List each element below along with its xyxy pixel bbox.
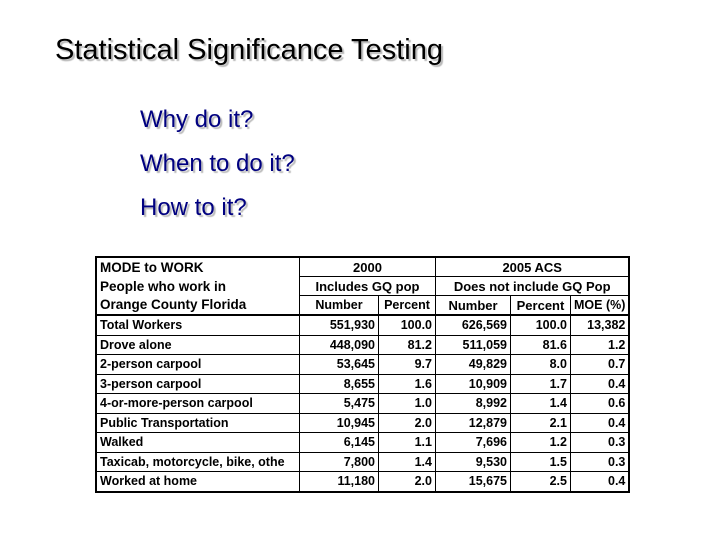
percent-2000: 2.0 (379, 413, 436, 433)
row-label: Public Transportation (96, 413, 300, 433)
number-2000: 7,800 (300, 452, 379, 472)
percent-2000: 1.6 (379, 374, 436, 394)
number-acs: 15,675 (436, 472, 511, 492)
mode-to-work-table (95, 256, 630, 493)
header-row-2 (96, 277, 629, 296)
percent-acs: 1.2 (511, 433, 571, 453)
percent-2000: 1.1 (379, 433, 436, 453)
percent-acs: 100.0 (511, 315, 571, 335)
table-row (96, 374, 629, 394)
percent-2000: 9.7 (379, 355, 436, 375)
percent-acs: 81.6 (511, 335, 571, 355)
row-label: Taxicab, motorcycle, bike, othe (96, 452, 300, 472)
header-acs-sub: Does not include GQ Pop (436, 277, 630, 296)
table-row (96, 355, 629, 375)
number-acs: 626,569 (436, 315, 511, 335)
header-2000-sub: Includes GQ pop (300, 277, 436, 296)
col-number-2000: Number (300, 296, 379, 316)
header-row-1 (96, 257, 629, 277)
number-2000: 448,090 (300, 335, 379, 355)
percent-2000: 81.2 (379, 335, 436, 355)
bullet-how: How to it? (140, 194, 247, 221)
row-label: 4-or-more-person carpool (96, 394, 300, 414)
number-2000: 5,475 (300, 394, 379, 414)
percent-2000: 1.4 (379, 452, 436, 472)
moe-value: 0.4 (571, 413, 630, 433)
number-2000: 6,145 (300, 433, 379, 453)
header-title: MODE to WORK (100, 259, 204, 275)
moe-value: 0.4 (571, 472, 630, 492)
moe-value: 1.2 (571, 335, 630, 355)
percent-acs: 1.7 (511, 374, 571, 394)
moe-value: 13,382 (571, 315, 630, 335)
header-row-3 (96, 296, 629, 316)
col-number-acs: Number (436, 296, 511, 316)
percent-acs: 2.5 (511, 472, 571, 492)
number-2000: 11,180 (300, 472, 379, 492)
row-label: Drove alone (96, 335, 300, 355)
header-acs: 2005 ACS (436, 257, 630, 277)
moe-value: 0.4 (571, 374, 630, 394)
row-label: Total Workers (96, 315, 300, 335)
number-2000: 551,930 (300, 315, 379, 335)
percent-2000: 1.0 (379, 394, 436, 414)
table-row (96, 433, 629, 453)
slide-title: Statistical Significance Testing (55, 34, 443, 66)
col-percent-acs: Percent (511, 296, 571, 316)
table-row (96, 315, 629, 335)
bullet-why: Why do it? (140, 106, 254, 133)
percent-2000: 100.0 (379, 315, 436, 335)
moe-value: 0.3 (571, 433, 630, 453)
number-acs: 49,829 (436, 355, 511, 375)
bullet-when: When to do it? (140, 150, 295, 177)
number-acs: 12,879 (436, 413, 511, 433)
number-2000: 8,655 (300, 374, 379, 394)
table-row (96, 452, 629, 472)
number-acs: 7,696 (436, 433, 511, 453)
number-acs: 10,909 (436, 374, 511, 394)
percent-acs: 1.4 (511, 394, 571, 414)
number-acs: 8,992 (436, 394, 511, 414)
col-percent-2000: Percent (379, 296, 436, 316)
row-label: Walked (96, 433, 300, 453)
moe-value: 0.7 (571, 355, 630, 375)
mode-to-work-table-container (95, 256, 630, 493)
row-label: 3-person carpool (96, 374, 300, 394)
table-row (96, 394, 629, 414)
percent-acs: 8.0 (511, 355, 571, 375)
row-label: Worked at home (96, 472, 300, 492)
table-row (96, 472, 629, 492)
number-2000: 53,645 (300, 355, 379, 375)
moe-value: 0.3 (571, 452, 630, 472)
percent-acs: 1.5 (511, 452, 571, 472)
number-2000: 10,945 (300, 413, 379, 433)
bullet-list (140, 103, 295, 235)
percent-2000: 2.0 (379, 472, 436, 492)
header-subtitle: People who work in (100, 278, 227, 294)
number-acs: 9,530 (436, 452, 511, 472)
number-acs: 511,059 (436, 335, 511, 355)
moe-value: 0.6 (571, 394, 630, 414)
col-moe: MOE (%) (571, 296, 630, 316)
table-row (96, 413, 629, 433)
header-location: Orange County Florida (100, 297, 247, 313)
row-label: 2-person carpool (96, 355, 300, 375)
table-row (96, 335, 629, 355)
header-2000: 2000 (300, 257, 436, 277)
percent-acs: 2.1 (511, 413, 571, 433)
